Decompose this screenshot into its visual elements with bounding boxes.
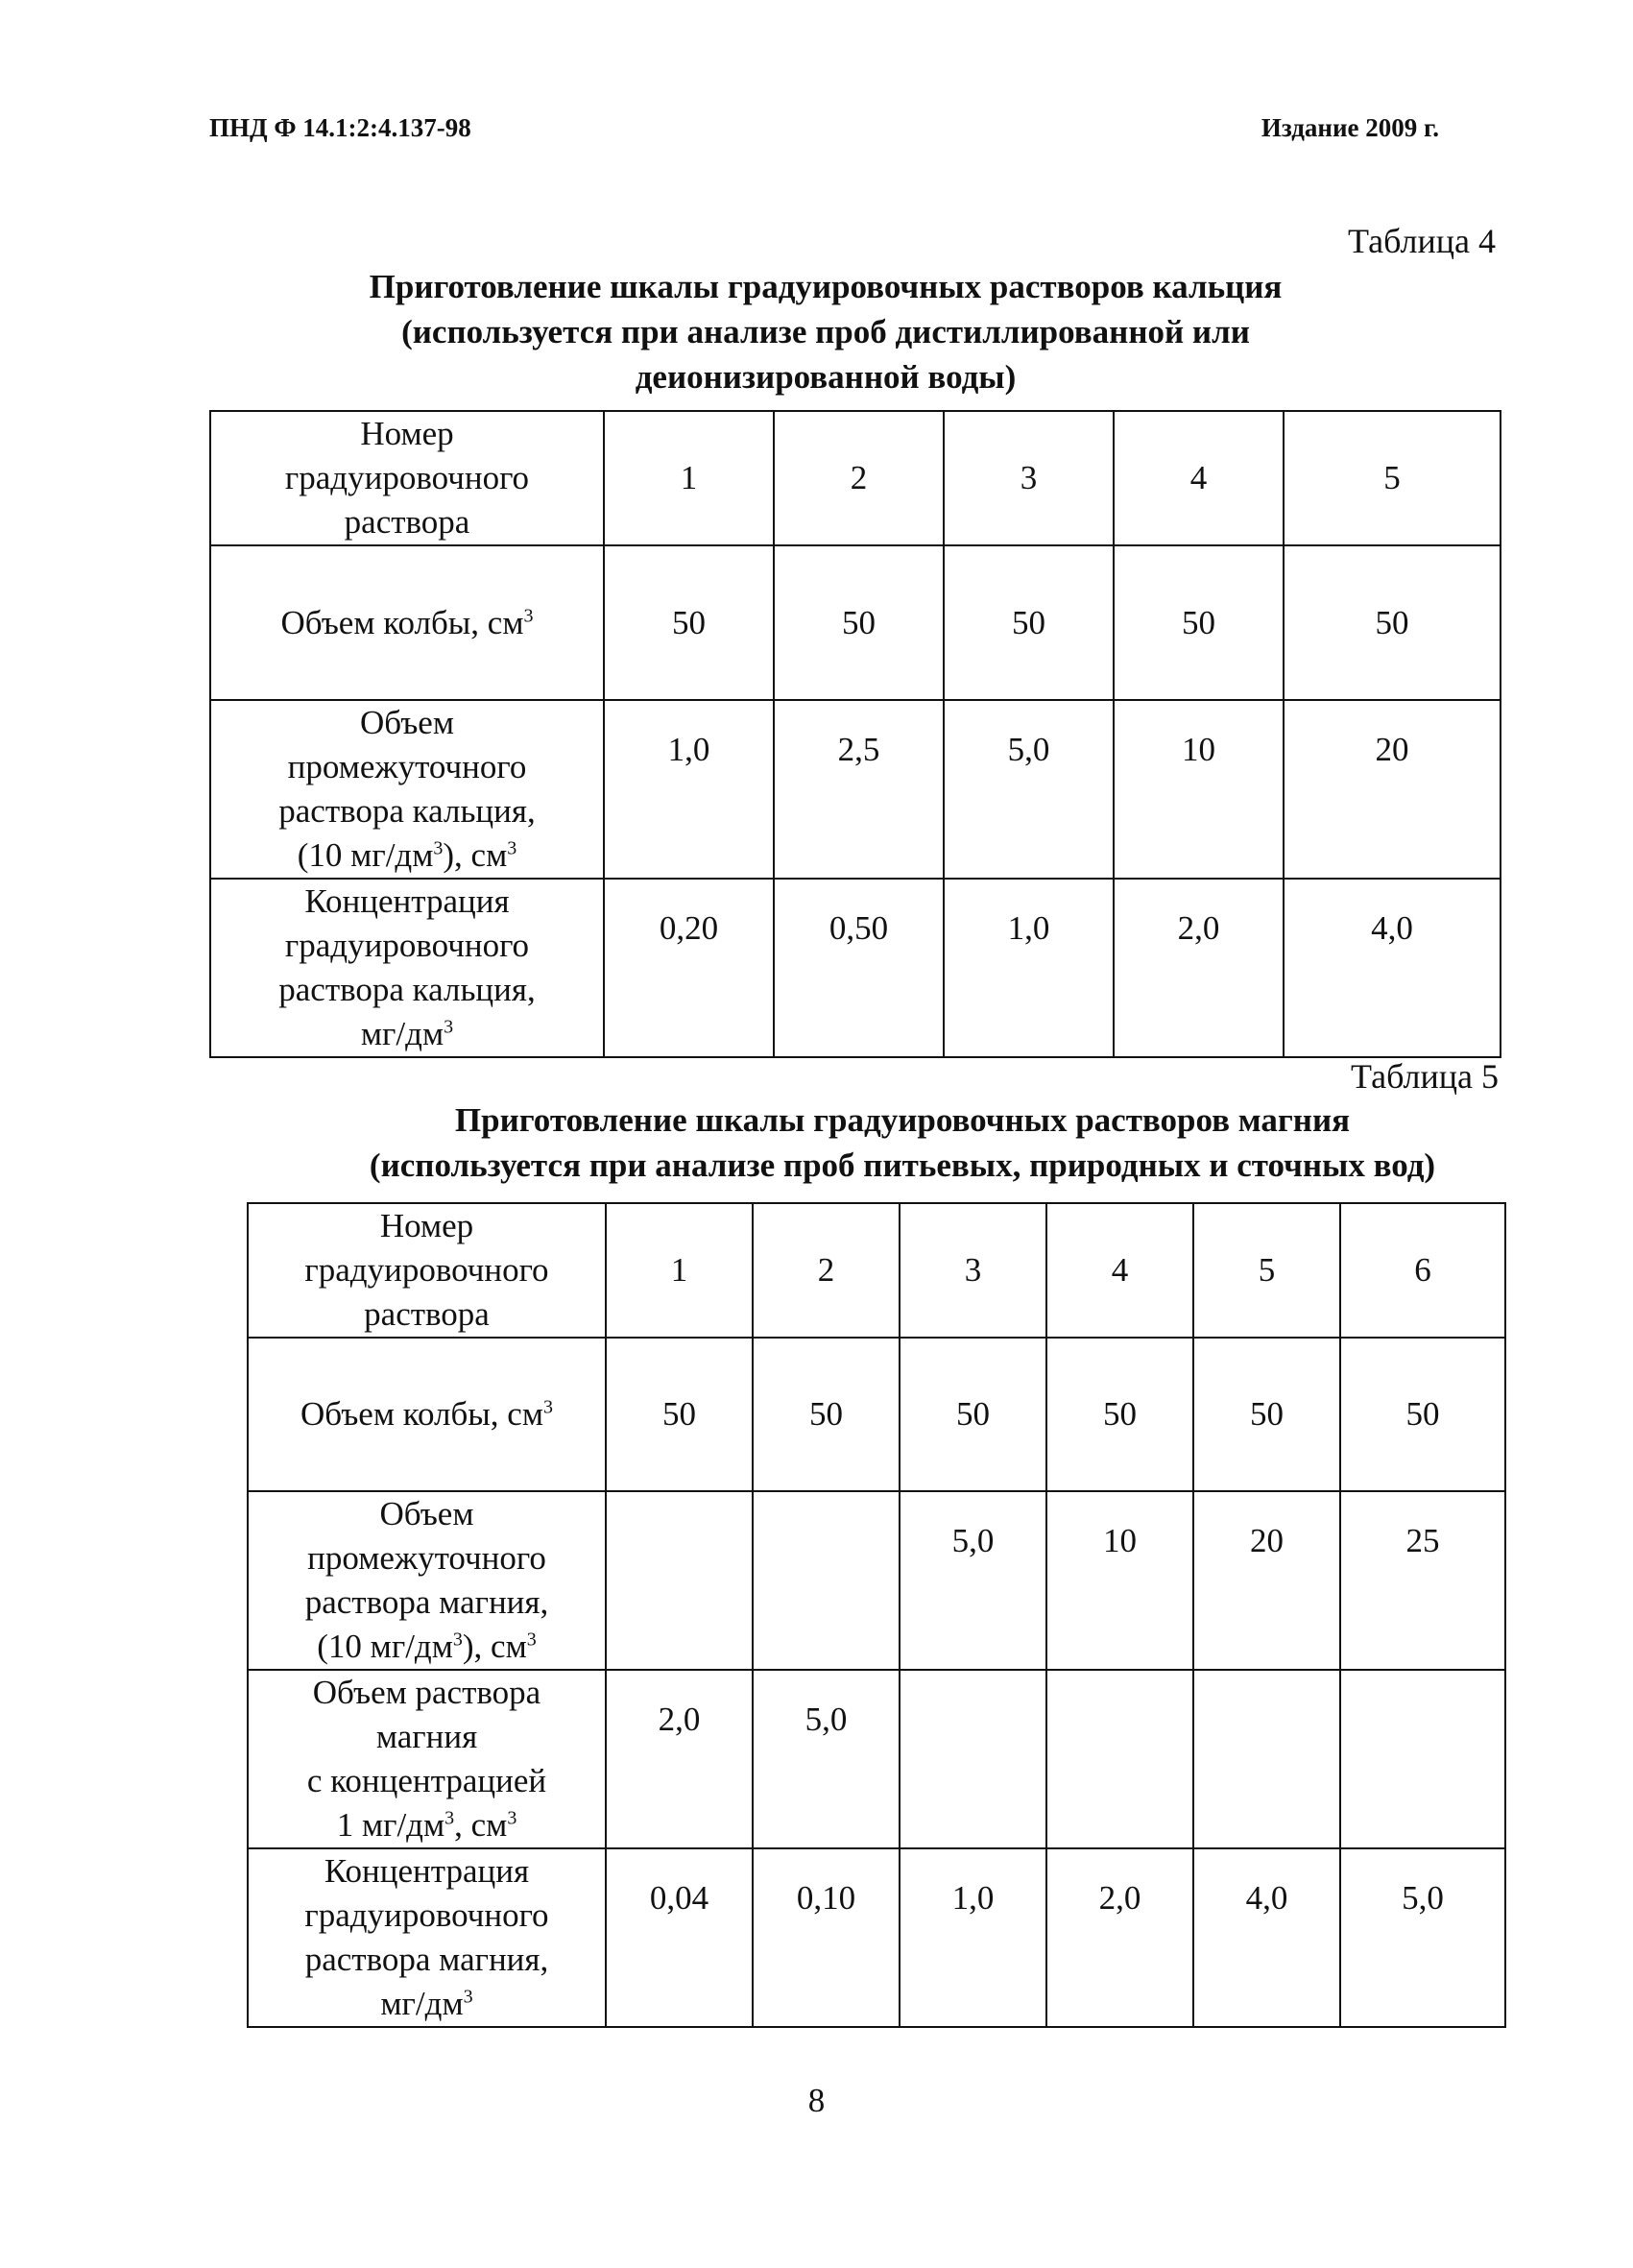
table-cell: 1,0	[604, 700, 774, 879]
row-header-text: мг/дм	[380, 1985, 464, 2022]
row-header-text: ), см	[462, 1628, 527, 1665]
table-cell: 10	[1046, 1491, 1193, 1670]
table-row	[248, 1338, 1505, 1491]
table-row	[248, 1491, 1505, 1670]
table-cell: 0,50	[774, 879, 944, 1057]
row-header-line: с концентрацией	[306, 1762, 547, 1799]
table-cell: 4,0	[1284, 879, 1501, 1057]
row-header	[210, 879, 604, 1057]
row-header-line: раствора кальция,	[278, 792, 536, 830]
table-cell: 5,0	[900, 1491, 1046, 1670]
table-cell: 2	[753, 1203, 900, 1338]
table-cell: 0,20	[604, 879, 774, 1057]
table-cell: 50	[944, 545, 1114, 700]
table-cell: 50	[1340, 1338, 1505, 1491]
table-cell: 5,0	[1340, 1848, 1505, 2027]
table4-title	[192, 264, 1459, 399]
row-header	[210, 545, 604, 700]
row-header-line: раствора кальция,	[278, 971, 536, 1008]
row-header	[210, 411, 604, 545]
row-header-text: (10 мг/дм	[297, 836, 434, 874]
row-header-line	[254, 1803, 599, 1847]
page-number: 8	[807, 2082, 826, 2119]
row-header-line: градуировочного	[284, 927, 530, 964]
row-header	[248, 1848, 606, 2027]
row-header-line	[217, 833, 597, 878]
table-cell: 2,5	[774, 700, 944, 879]
table-cell: 5,0	[944, 700, 1114, 879]
table-cell: 4	[1114, 411, 1284, 545]
row-header-line: раствора	[344, 503, 470, 541]
superscript: 3	[526, 1629, 537, 1651]
superscript: 3	[507, 837, 517, 859]
table-cell: 20	[1284, 700, 1501, 879]
row-header-line: Концентрация	[304, 882, 510, 920]
row-header-text: 1 мг/дм	[336, 1806, 445, 1844]
table-cell: 50	[753, 1338, 900, 1491]
row-header-text: , см	[454, 1806, 508, 1844]
table-cell	[753, 1491, 900, 1670]
row-header-line	[254, 1982, 599, 2026]
row-header-line: раствора магния,	[304, 1583, 549, 1621]
superscript: 3	[542, 1396, 553, 1418]
superscript: 3	[452, 1629, 463, 1651]
row-header	[248, 1203, 606, 1338]
table-cell: 3	[900, 1203, 1046, 1338]
row-header-text: Объем колбы, см	[300, 1395, 543, 1433]
row-header-line	[217, 1012, 597, 1056]
table-cell: 4,0	[1193, 1848, 1340, 2027]
table5-title-line: Приготовление шкалы градуировочных растворов магния	[454, 1101, 1351, 1139]
table4-title-line: (используется при анализе проб дистиллированной или	[401, 313, 1250, 350]
table-cell: 4	[1046, 1203, 1193, 1338]
table-cell	[900, 1670, 1046, 1848]
row-header-text: ), см	[443, 836, 508, 874]
table-cell: 1,0	[900, 1848, 1046, 2027]
table-cell: 20	[1193, 1491, 1340, 1670]
table-row	[210, 879, 1501, 1057]
table-cell: 50	[1114, 545, 1284, 700]
table4-title-line: Приготовление шкалы градуировочных растворов кальция	[369, 268, 1283, 305]
row-header	[248, 1491, 606, 1670]
row-header-line: Объем раствора	[312, 1674, 541, 1711]
superscript: 3	[523, 604, 534, 626]
table-cell: 6	[1340, 1203, 1505, 1338]
superscript: 3	[444, 1016, 454, 1038]
table-cell	[1340, 1670, 1505, 1848]
table-cell	[606, 1491, 753, 1670]
table-row	[248, 1670, 1505, 1848]
row-header	[248, 1670, 606, 1848]
table-cell: 0,04	[606, 1848, 753, 2027]
table-cell: 50	[900, 1338, 1046, 1491]
row-header-line: промежуточного	[287, 748, 527, 785]
table-cell: 50	[1046, 1338, 1193, 1491]
table-cell: 3	[944, 411, 1114, 545]
table-row	[248, 1203, 1505, 1338]
table-cell: 50	[604, 545, 774, 700]
table-cell: 1	[604, 411, 774, 545]
row-header	[248, 1338, 606, 1491]
document-code: ПНД Ф 14.1:2:4.137-98	[209, 113, 471, 142]
row-header-line	[254, 1625, 599, 1669]
table-cell	[1046, 1670, 1193, 1848]
table-cell: 2,0	[1046, 1848, 1193, 2027]
table5-title	[240, 1098, 1565, 1188]
table-cell: 25	[1340, 1491, 1505, 1670]
superscript: 3	[507, 1807, 517, 1829]
table4-title-line: деионизированной воды)	[635, 358, 1017, 396]
table-cell: 1	[606, 1203, 753, 1338]
table-cell: 50	[606, 1338, 753, 1491]
row-header-line: градуировочного	[284, 459, 530, 496]
row-header-text: Объем колбы, см	[280, 603, 524, 641]
row-header	[210, 700, 604, 879]
table-row	[210, 700, 1501, 879]
edition-label: Издание 2009 г.	[1261, 113, 1439, 142]
row-header-text: (10 мг/дм	[317, 1628, 453, 1665]
table-cell: 2	[774, 411, 944, 545]
table-row	[210, 545, 1501, 700]
table5	[247, 1202, 1506, 2028]
table-cell: 2,0	[1114, 879, 1284, 1057]
table-cell: 5	[1284, 411, 1501, 545]
table-row	[248, 1848, 1505, 2027]
table-cell: 50	[1193, 1338, 1340, 1491]
table-cell: 5,0	[753, 1670, 900, 1848]
row-header-line: Объем	[360, 704, 454, 741]
table4-label: Таблица 4	[1348, 222, 1496, 260]
superscript: 3	[463, 1986, 473, 2008]
table-cell: 5	[1193, 1203, 1340, 1338]
table-cell: 0,10	[753, 1848, 900, 2027]
row-header-line: промежуточного	[307, 1539, 546, 1577]
table5-title-line: (используется при анализе проб питьевых, природных и сточных вод)	[369, 1146, 1436, 1184]
table-cell: 10	[1114, 700, 1284, 879]
table-cell: 50	[774, 545, 944, 700]
row-header-line: Объем	[379, 1495, 474, 1532]
table-cell	[1193, 1670, 1340, 1848]
table-row	[210, 411, 1501, 545]
table-cell: 50	[1284, 545, 1501, 700]
row-header-text: мг/дм	[360, 1015, 444, 1052]
row-header-line: Номер	[379, 1207, 474, 1244]
row-header-line: градуировочного	[304, 1251, 549, 1289]
row-header-line: раствора	[364, 1295, 490, 1333]
row-header-line: градуировочного	[304, 1896, 549, 1934]
table-cell: 2,0	[606, 1670, 753, 1848]
superscript: 3	[444, 1807, 455, 1829]
row-header-line: магния	[375, 1718, 478, 1755]
row-header-line: Номер	[360, 415, 454, 452]
row-header-line: Концентрация	[324, 1852, 530, 1890]
superscript: 3	[433, 837, 444, 859]
table-cell: 1,0	[944, 879, 1114, 1057]
row-header-line: раствора магния,	[304, 1941, 549, 1978]
table5-label: Таблица 5	[1351, 1057, 1499, 1096]
table4	[209, 410, 1501, 1058]
